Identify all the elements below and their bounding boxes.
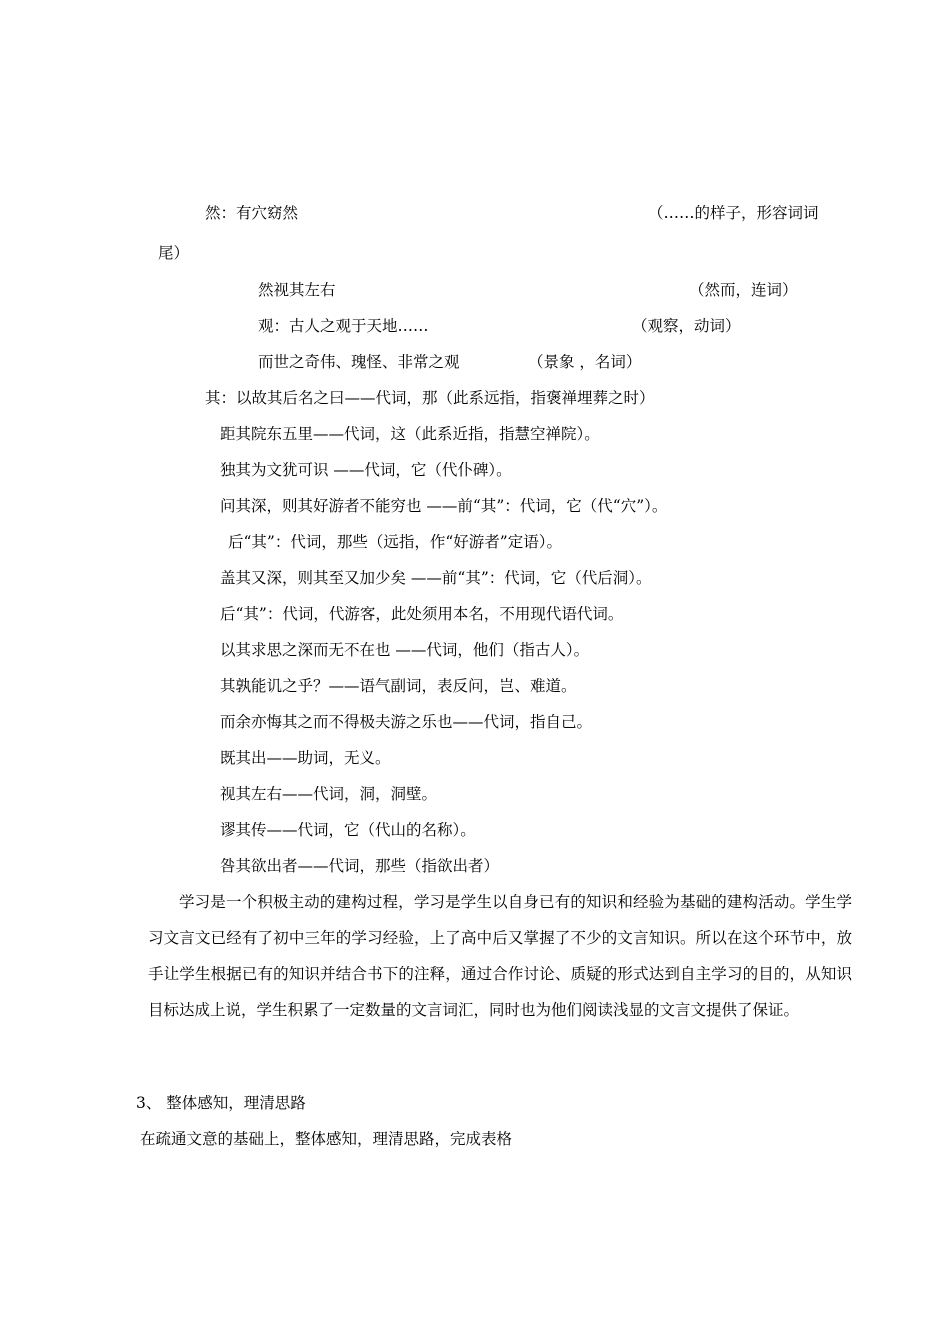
- qi-line: 既其出——助词，无义。: [220, 749, 391, 767]
- qi-line: 距其院东五里——代词，这（此系近指，指慧空禅院）。: [220, 425, 600, 443]
- ran-line-1-note: （……的样子，形容词词: [648, 204, 819, 222]
- qi-line: 盖其又深，则其至又加少矣 ——前“其”：代词，它（代后洞）。: [220, 569, 652, 587]
- ran-line-2-text: 然视其左右: [258, 281, 336, 299]
- body-paragraph: 学习是一个积极主动的建构过程，学习是学生以自身已有的知识和经验为基础的建构活动。学生学习文言文已经有了初中三年的学习经验，上了高中后又掌握了不少的文言知识。所以在这个环节中，放手让学生根据已有的知识并结合书下的注释，通过合作讨论、质疑的形式达到自主学习的目的，从知识目标达成上说，学生积累了一定数量的文言词汇，同时也为他们阅读浅显的文言文提供了保证。: [148, 893, 852, 1019]
- ran-line-2-note: （然而，连词）: [689, 281, 798, 299]
- qi-line: 其：以故其后名之曰——代词，那（此系远指，指褒禅埋葬之时）: [205, 389, 655, 407]
- qi-line: 咎其欲出者——代词，那些（指欲出者）: [220, 857, 500, 875]
- qi-line: 问其深，则其好游者不能穷也 ——前“其”：代词，它（代“穴”）。: [220, 497, 668, 515]
- ran-line-1-wrap: 尾）: [158, 244, 190, 262]
- qi-line: 视其左右——代词，洞，洞壁。: [220, 785, 438, 803]
- qi-line: 后“其”：代词，那些（远指，作“好游者”定语）。: [228, 533, 562, 551]
- qi-line: 以其求思之深而无不在也 ——代词，他们（指古人）。: [220, 641, 590, 659]
- qi-line: 后“其”：代词，代游客，此处须用本名，不用现代语代词。: [220, 605, 624, 623]
- guan-line-2-text: 而世之奇伟、瑰怪、非常之观: [258, 353, 460, 371]
- guan-line-2-note: （景象 ，名词）: [528, 353, 642, 371]
- section-heading: 3、 整体感知，理清思路: [136, 1094, 306, 1112]
- qi-line: 谬其传——代词，它（代山的名称）。: [220, 821, 476, 839]
- ran-line-1-text: 然：有穴窈然: [205, 204, 299, 222]
- qi-line: 而余亦悔其之而不得极夫游之乐也——代词，指自己。: [220, 713, 593, 731]
- section-intro: 在疏通文意的基础上，整体感知，理清思路，完成表格: [140, 1130, 513, 1148]
- qi-line: 其孰能讥之乎？——语气副词，表反问，岂、难道。: [220, 677, 577, 695]
- qi-line: 独其为文犹可识 ——代词，它（代仆碑）。: [220, 461, 512, 479]
- guan-line-1-text: 观：古人之观于天地……: [258, 317, 429, 335]
- guan-line-1-note: （观察，动词）: [632, 317, 741, 335]
